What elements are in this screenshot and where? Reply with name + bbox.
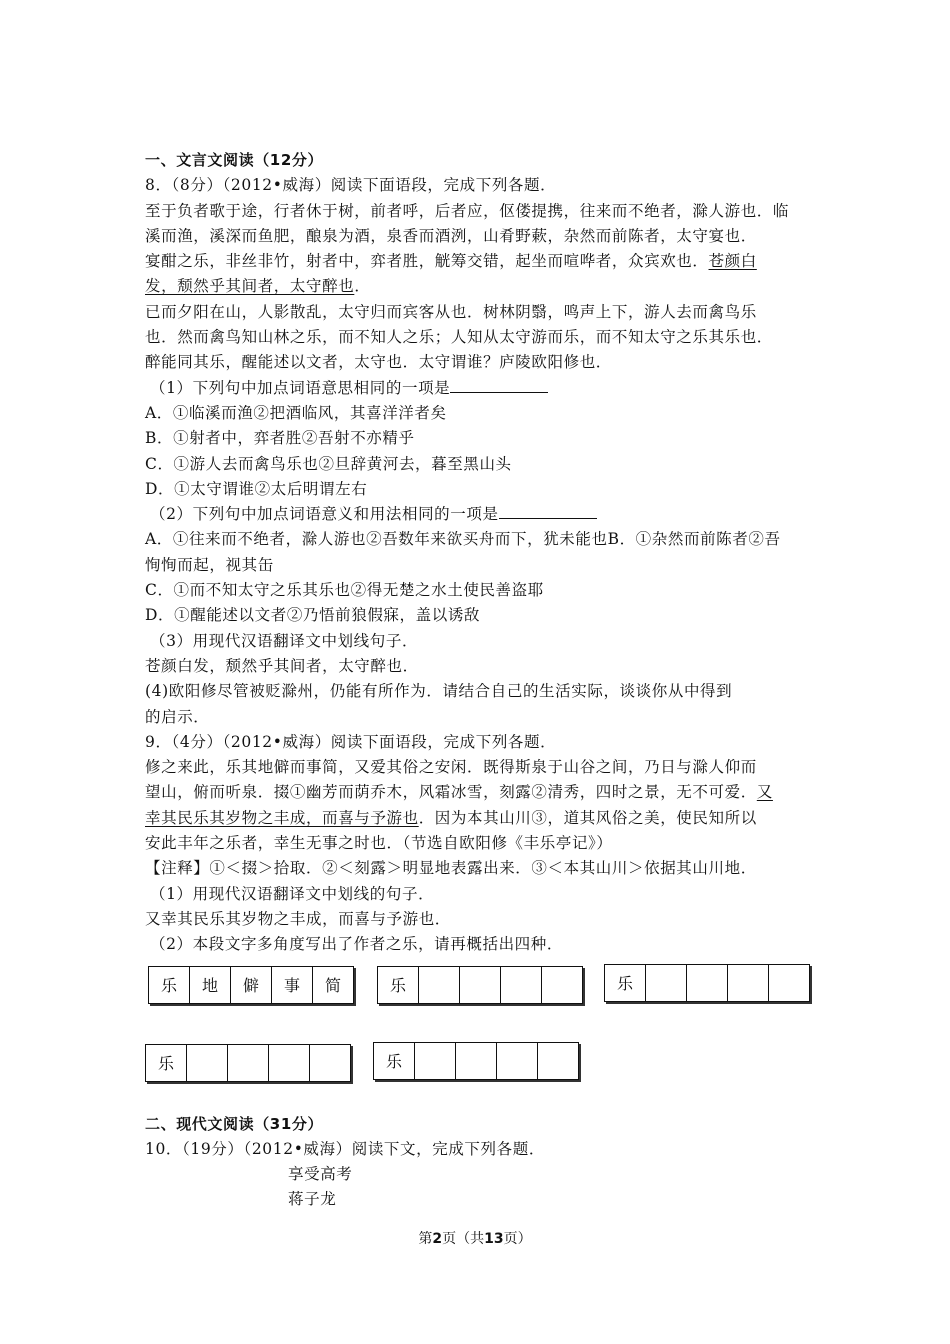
answer-box-area bbox=[145, 964, 815, 1090]
box-cell-input[interactable] bbox=[228, 1045, 269, 1081]
answer-box-group bbox=[148, 966, 354, 1004]
article-author: 蒋子龙 bbox=[288, 1190, 337, 1209]
passage-line bbox=[145, 325, 815, 350]
underlined-sentence: 发，颓然乎其间者，太守醉也 bbox=[145, 277, 355, 296]
passage-text: 至于负者歌于途，行者休于树，前者呼，后者应，伛偻提携，往来而不绝者，滁人游也．临 bbox=[145, 201, 790, 220]
q8-sub1 bbox=[145, 376, 815, 401]
option: D．①太守谓谁②太后明谓左右 bbox=[145, 479, 368, 498]
total-pages: 13 bbox=[484, 1231, 504, 1247]
box-cell: 乐 bbox=[374, 1043, 415, 1079]
passage-text: 修之来此，乐其地僻而事简，又爱其俗之安闲．既得斯泉于山谷之间，乃日与滁人仰而 bbox=[145, 758, 757, 777]
passage-text: 溪而渔，溪深而鱼肥，酿泉为酒，泉香而酒洌，山肴野蔌，杂然而前陈者，太守宴也． bbox=[145, 226, 757, 245]
box-cell-input[interactable] bbox=[456, 1043, 497, 1079]
box-cell-input[interactable] bbox=[419, 967, 460, 1003]
q9-sub2: （2）本段文字多角度写出了作者之乐，请再概括出四种． bbox=[150, 935, 563, 954]
document-page bbox=[145, 148, 815, 1213]
footer-text: 第 bbox=[418, 1231, 433, 1247]
option: 恂恂而起，视其缶 bbox=[145, 555, 274, 574]
page-footer bbox=[0, 1228, 950, 1248]
option: C．①游人去而禽鸟乐也②旦辞黄河去，暮至黑山头 bbox=[145, 454, 512, 473]
answer-box-group bbox=[604, 964, 810, 1002]
passage-line bbox=[145, 224, 815, 249]
option: D．①醒能述以文者②乃悟前狼假寐，盖以诱敌 bbox=[145, 606, 481, 625]
section1-title: 一、文言文阅读（12分） bbox=[145, 151, 324, 169]
passage-text: ．因为本其山川③，道其风俗之美，使民知所以 bbox=[418, 808, 757, 827]
passage-text: 醉能同其乐，醒能述以文者，太守也．太守谓谁？庐陵欧阳修也． bbox=[145, 353, 612, 372]
passage-line bbox=[145, 755, 815, 780]
box-cell-input[interactable] bbox=[187, 1045, 228, 1081]
answer-box-group bbox=[145, 1044, 351, 1082]
box-cell-input[interactable] bbox=[497, 1043, 538, 1079]
option: B．①射者中，弈者胜②吾射不亦精乎 bbox=[145, 429, 415, 448]
box-cell-input[interactable] bbox=[646, 965, 687, 1001]
underlined-sentence: 幸其民乐其岁物之丰成，而喜与予游也 bbox=[145, 808, 419, 827]
passage-text: 也．然而禽鸟知山林之乐，而不知人之乐；人知从太守游而乐，而不知太守之乐其乐也． bbox=[145, 328, 773, 347]
box-cell-input[interactable] bbox=[460, 967, 501, 1003]
q8-sub3: （3）用现代汉语翻译文中划线句子． bbox=[150, 631, 419, 650]
answer-box-group bbox=[377, 966, 583, 1004]
section2-title: 二、现代文阅读（31分） bbox=[145, 1114, 324, 1133]
box-cell: 乐 bbox=[378, 967, 419, 1003]
passage-text: 安此丰年之乐者，幸生无事之时也．（节选自欧阳修《丰乐亭记》） bbox=[145, 834, 613, 853]
passage-line bbox=[145, 249, 815, 274]
passage-line bbox=[145, 199, 815, 224]
answer-blank[interactable] bbox=[499, 503, 597, 519]
box-cell: 乐 bbox=[146, 1045, 187, 1081]
answer-box-group bbox=[373, 1042, 579, 1080]
box-cell: 乐 bbox=[149, 967, 190, 1003]
box-cell-input[interactable] bbox=[501, 967, 542, 1003]
page-number: 2 bbox=[432, 1231, 443, 1247]
passage-line bbox=[145, 831, 815, 856]
q9-passage bbox=[145, 755, 815, 856]
q8-passage bbox=[145, 199, 815, 376]
question-text: （1）下列句中加点词语意思相同的一项是 bbox=[150, 378, 451, 397]
passage-text: 望山，俯而听泉．掇①幽芳而荫乔木，风霜冰雪，刻露②清秀，四时之景，无不可爱． bbox=[145, 783, 757, 802]
passage-line bbox=[145, 350, 815, 375]
q8-sub4: (4)欧阳修尽管被贬滁州，仍能有所作为．请结合自己的生活实际，谈谈你从中得到 bbox=[145, 682, 733, 701]
answer-blank[interactable] bbox=[450, 377, 548, 393]
footer-text: 页（共 bbox=[442, 1231, 485, 1247]
box-cell: 僻 bbox=[231, 967, 272, 1003]
box-cell-input[interactable] bbox=[269, 1045, 310, 1081]
footer-text: 页） bbox=[503, 1231, 532, 1247]
box-cell-input[interactable] bbox=[728, 965, 769, 1001]
q10-header: 10．（19分）（2012•威海）阅读下文，完成下列各题． bbox=[145, 1139, 545, 1158]
box-cell: 事 bbox=[272, 967, 313, 1003]
q8-header: 8．（8分）（2012•威海）阅读下面语段，完成下列各题． bbox=[145, 176, 557, 195]
box-cell: 简 bbox=[313, 967, 353, 1003]
box-cell-input[interactable] bbox=[415, 1043, 456, 1079]
passage-text: 已而夕阳在山，人影散乱，太守归而宾客从也．树林阴翳，鸣声上下，游人去而禽鸟乐 bbox=[145, 302, 757, 321]
passage-text: 宴酣之乐，非丝非竹，射者中，弈者胜，觥筹交错，起坐而喧哗者，众宾欢也． bbox=[145, 252, 709, 271]
box-cell-input[interactable] bbox=[538, 1043, 578, 1079]
option: C．①而不知太守之乐其乐也②得无楚之水土使民善盗耶 bbox=[145, 581, 544, 600]
box-cell: 乐 bbox=[605, 965, 646, 1001]
box-cell-input[interactable] bbox=[542, 967, 582, 1003]
question-text: （2）下列句中加点词语意义和用法相同的一项是 bbox=[150, 505, 499, 524]
q9-sub1-text: 又幸其民乐其岁物之丰成，而喜与予游也． bbox=[145, 909, 451, 928]
passage-text: ． bbox=[354, 277, 371, 296]
box-cell-input[interactable] bbox=[310, 1045, 350, 1081]
q8-sub3-text: 苍颜白发，颓然乎其间者，太守醉也． bbox=[145, 656, 419, 675]
passage-line bbox=[145, 300, 815, 325]
q9-header: 9．（4分）（2012•威海）阅读下面语段，完成下列各题． bbox=[145, 732, 557, 751]
underlined-sentence: 又 bbox=[756, 783, 773, 802]
box-cell: 地 bbox=[190, 967, 231, 1003]
passage-line bbox=[145, 780, 815, 805]
q8-sub4-cont: 的启示． bbox=[145, 707, 210, 726]
underlined-sentence: 苍颜白 bbox=[708, 252, 757, 271]
passage-line bbox=[145, 274, 815, 299]
article-title: 享受高考 bbox=[288, 1165, 353, 1184]
option: A．①往来而不绝者，滁人游也②吾数年来欲买舟而下，犹未能也B．①杂然而前陈者②吾 bbox=[145, 530, 781, 549]
q9-note: 【注释】①＜掇＞拾取．②＜刻露＞明显地表露出来．③＜本其山川＞依据其山川地． bbox=[145, 859, 757, 878]
passage-line bbox=[145, 806, 815, 831]
q9-sub1: （1）用现代汉语翻译文中划线的句子． bbox=[150, 884, 435, 903]
box-cell-input[interactable] bbox=[769, 965, 809, 1001]
option: A．①临溪而渔②把酒临风，其喜洋洋者矣 bbox=[145, 403, 447, 422]
q8-sub2 bbox=[145, 502, 815, 527]
box-cell-input[interactable] bbox=[687, 965, 728, 1001]
